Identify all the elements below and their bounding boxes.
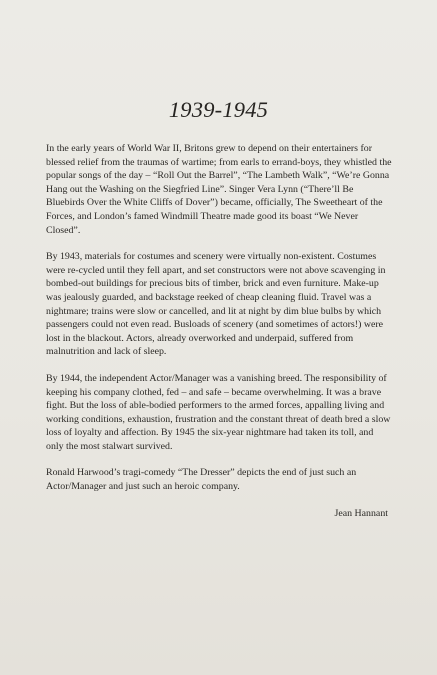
paragraph-actor-manager-1944: By 1944, the independent Actor/Manager was a vanishing breed. The responsibility of keeping his company clothed, fed – and safe – became overwhelming. It was a brave fight. But the loss of able-bodied performers to the armed forces, appalling living and working conditions, exhaustion, frustration and the constant threat of death bred a slow loss of loyalty and affection. By 1945 the six-year nightmare had taken its toll, and only the most stalwart survived. <box>46 372 391 452</box>
author-signature: Jean Hannant <box>334 507 388 519</box>
paragraph-the-dresser: Ronald Harwood’s tragi-comedy “The Dresser” depicts the end of just such an Actor/Manager and just such an heroic company. <box>46 467 357 493</box>
article-body <box>46 142 392 520</box>
page-title: 1939-1945 <box>168 97 269 122</box>
paragraph-wartime-entertainers: In the early years of World War II, Britons grew to depend on their entertainers for blessed relief from the traumas of wartime; from earls to errand-boys, they whistled the popular songs of the day – “Roll Out the Barrel”, “The Lambeth Walk”, “We’re Gonna Hang out the Washing on the Siegfried Line”. Singer Vera Lynn (“There’ll Be Bluebirds Over the White Cliffs of Dover”) became, officially, The Sweetheart of the Forces, and London’s famed Windmill Theatre made good its boast “We Never Closed”. <box>46 143 392 236</box>
paragraph-shortages-1943: By 1943, materials for costumes and scenery were virtually non-existent. Costumes were re-cycled until they fell apart, and set constructors were not above scavenging in bombed-out buildings for precious bits of timber, brick and even furniture. Make-up was jealously guarded, and backstage reeked of cheap cleaning fluid. Travel was a nightmare; trains were slow or cancelled, and lit at night by dim blue bulbs by which passengers could not even read. Busloads of scenery (and sometimes of actors!) were lost in the blackout. Actors, already overworked and underpaid, suffered from malnutrition and lack of sleep. <box>46 251 386 358</box>
